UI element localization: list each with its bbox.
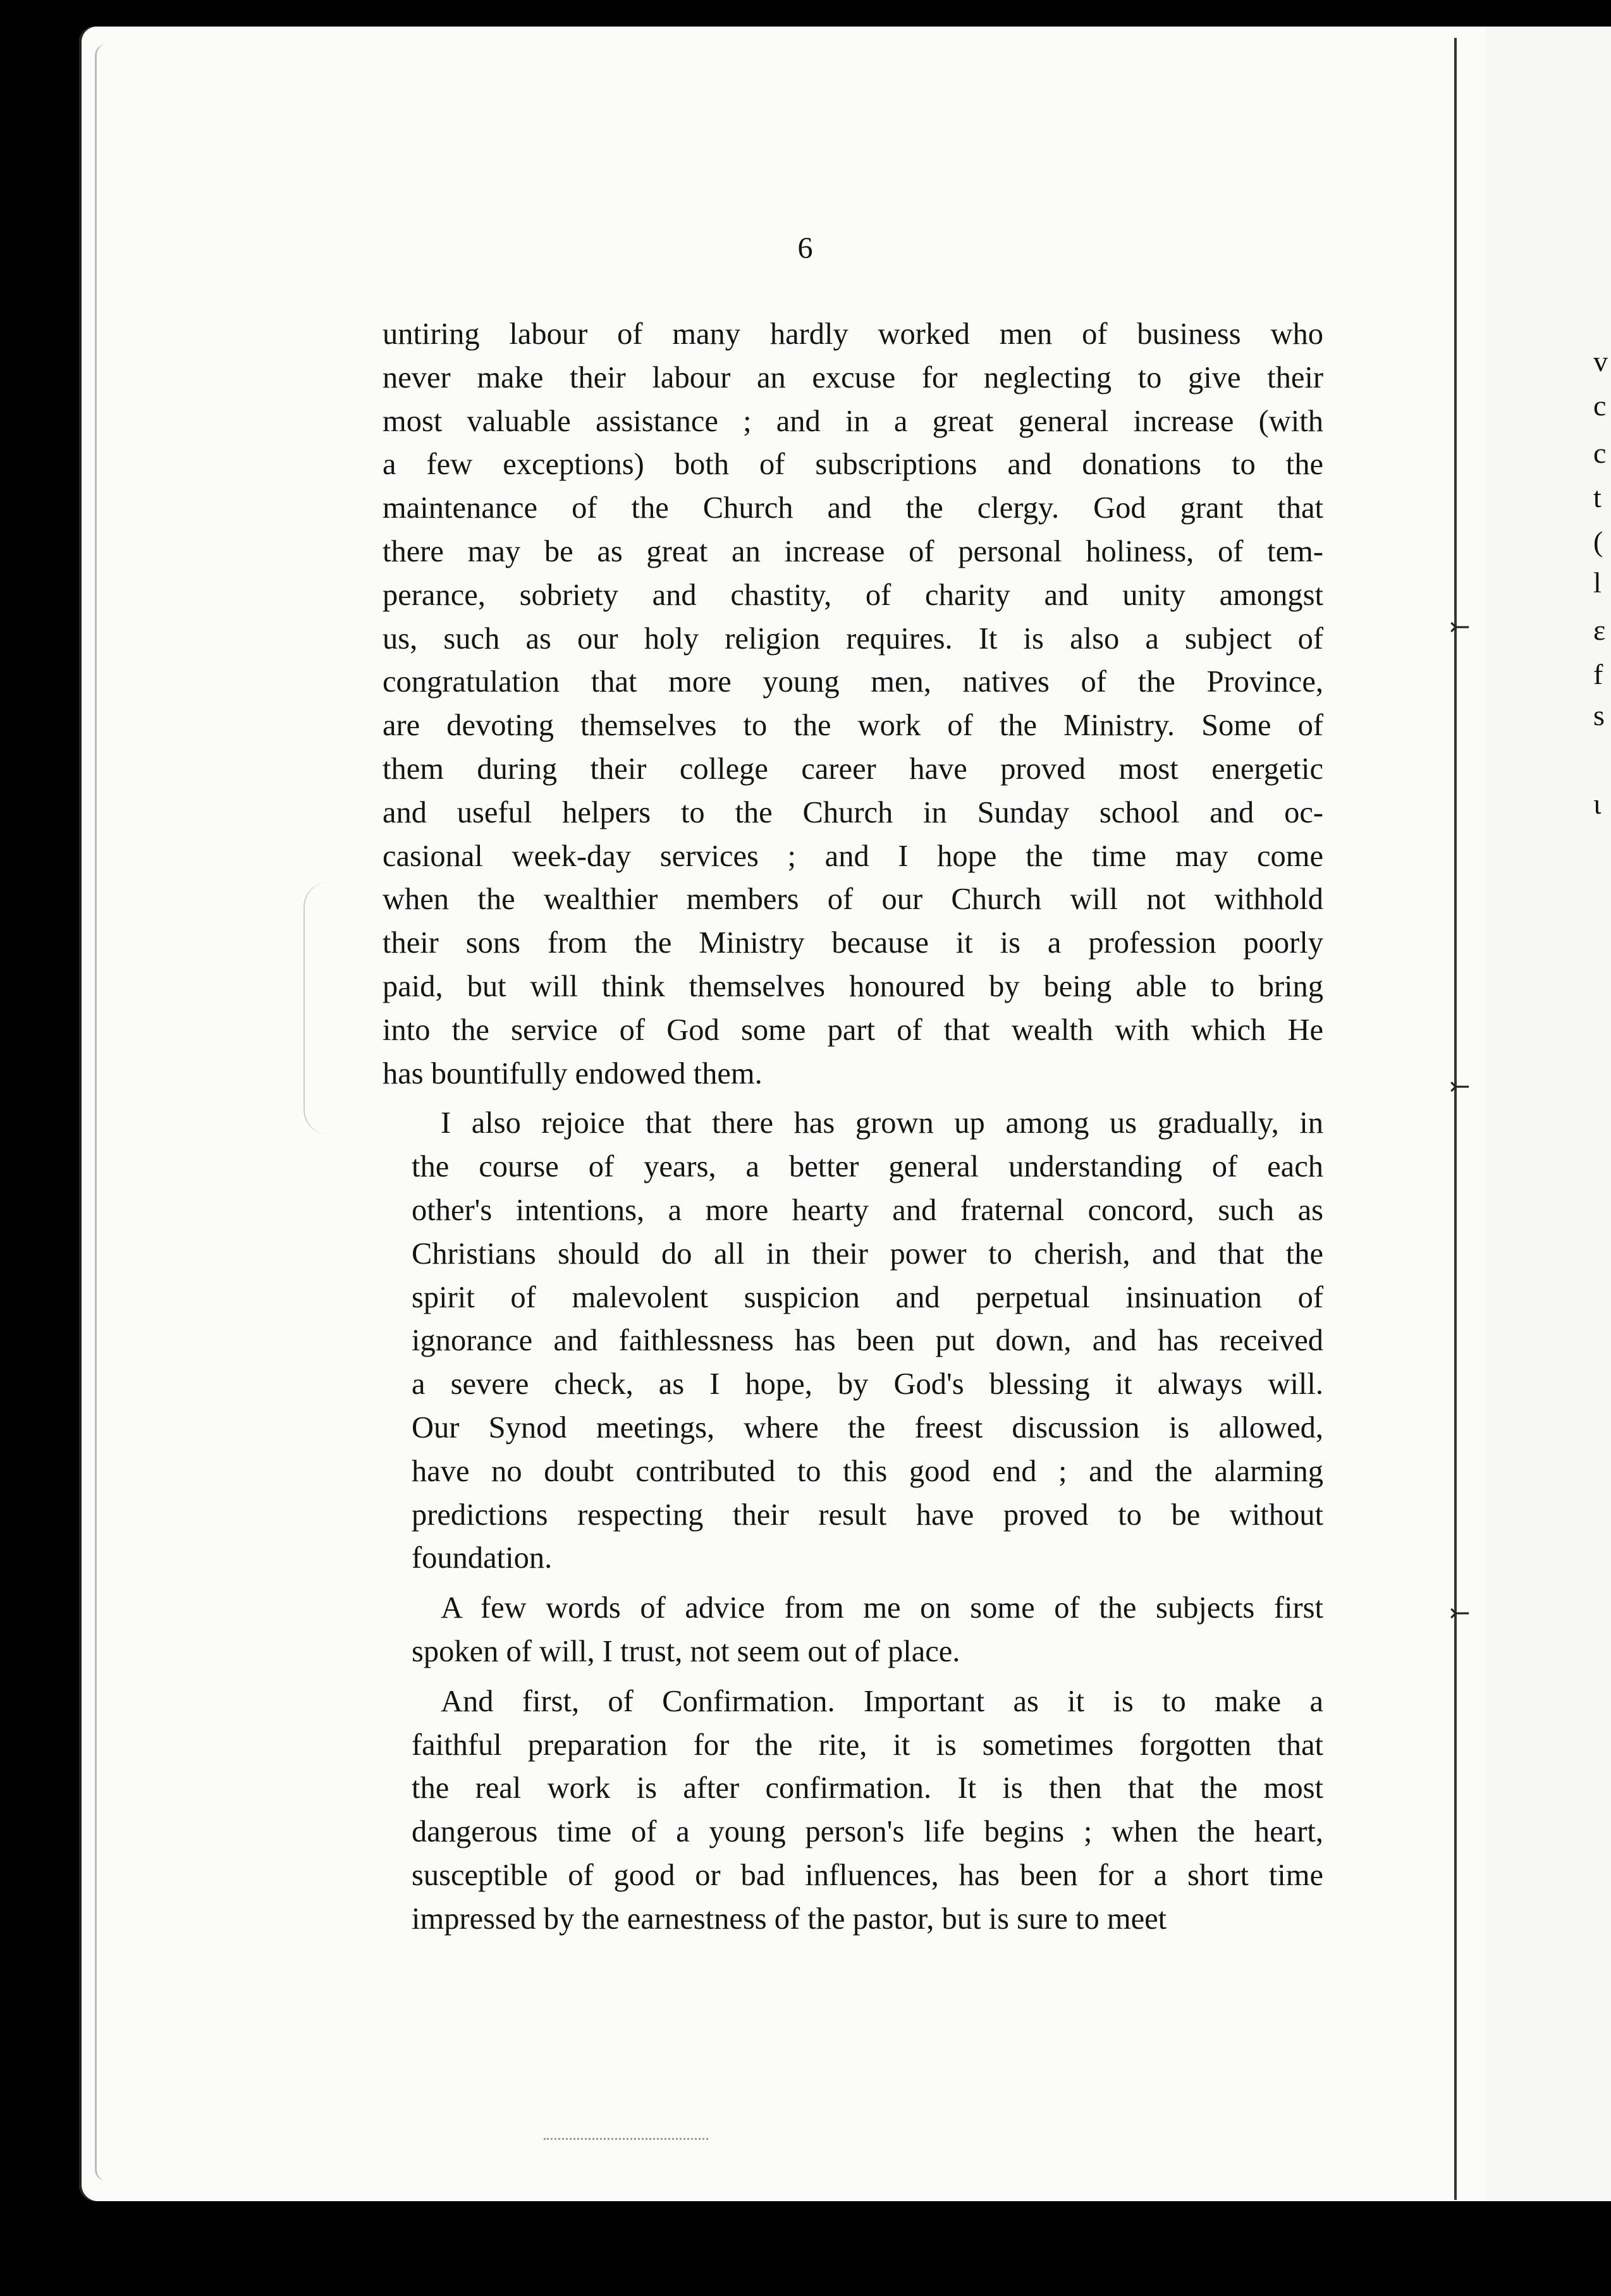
text-line: into the service of God some part of that wealth with which He [383, 1013, 1323, 1047]
text-line: the real work is after confirmation. It is then that the most [412, 1771, 1323, 1805]
binding-stitch: ⤚ [1449, 613, 1471, 641]
text-line: when the wealthier members of our Church will not withhold [383, 882, 1323, 917]
text-line: perance, sobriety and chastity, of charity and unity amongst [383, 578, 1323, 612]
text-line: predictions respecting their result have proved to be without [412, 1498, 1323, 1532]
text-line: a few exceptions) both of subscriptions and donations to the [383, 448, 1323, 482]
facing-page-letter: c [1593, 389, 1607, 422]
facing-page-letter: v [1593, 345, 1608, 377]
text-line: spoken of will, I trust, not seem out of place. [412, 1634, 960, 1668]
text-line: have no doubt contributed to this good end ; and the alarming [412, 1454, 1323, 1488]
facing-page-letter: ( [1593, 525, 1603, 558]
text-line: never make their labour an excuse for neglecting to give their [383, 360, 1323, 394]
page-number: 6 [797, 231, 814, 265]
binding-stitch: ⤚ [1449, 1599, 1471, 1627]
text-line: maintenance of the Church and the clergy. God grant that [383, 491, 1323, 525]
text-line: I also rejoice that there has grown up among us gradually, in [441, 1106, 1323, 1140]
facing-page-letter: c [1593, 437, 1607, 469]
text-line: paid, but will think themselves honoured by being able to bring [383, 969, 1323, 1003]
text-line: has bountifully endowed them. [383, 1056, 763, 1090]
text-line: us, such as our holy religion requires. It is also a subject of [383, 621, 1323, 656]
facing-page-edge [1473, 27, 1611, 2201]
text-line: ignorance and faithlessness has been put down, and has received [412, 1324, 1323, 1358]
text-line: A few words of advice from me on some of the subjects first [441, 1591, 1323, 1625]
paragraph [383, 1587, 1323, 1674]
text-line: are devoting themselves to the work of the Ministry. Some of [383, 709, 1323, 743]
text-line: there may be as great an increase of personal holiness, of tem- [383, 534, 1323, 568]
facing-page-letter: l [1593, 566, 1602, 599]
text-line: the course of years, a better general understanding of each [412, 1150, 1323, 1184]
paragraph [383, 1102, 1323, 1580]
facing-page-letter: s [1593, 699, 1605, 731]
text-line: most valuable assistance ; and in a great general increase (with [383, 404, 1323, 438]
page-stain [544, 2132, 708, 2140]
text-line: casional week-day services ; and I hope the time may come [383, 839, 1323, 873]
page-edge-shadow [95, 44, 109, 2181]
paragraph [383, 313, 1323, 1096]
text-line: dangerous time of a young person's life begins ; when the heart, [412, 1815, 1323, 1849]
text-line: them during their college career have proved most energetic [383, 752, 1323, 786]
text-line: foundation. [412, 1541, 553, 1575]
text-line: And first, of Confirmation. Important as it is to make a [441, 1684, 1323, 1718]
facing-page-letter: f [1593, 658, 1603, 690]
paragraph [383, 1680, 1323, 1941]
text-line: faithful preparation for the rite, it is sometimes forgotten that [412, 1728, 1323, 1762]
binding-stitch: ⤚ [1449, 1072, 1471, 1101]
text-line: Our Synod meetings, where the freest discussion is allowed, [412, 1410, 1323, 1444]
text-line: untiring labour of many hardly worked men of business who [383, 317, 1323, 351]
text-line: spirit of malevolent suspicion and perpetual insinuation of [412, 1280, 1323, 1314]
page-crease [303, 882, 355, 1135]
binding-fold [1454, 38, 1457, 2200]
text-line: susceptible of good or bad influences, has been for a short time [412, 1858, 1323, 1892]
facing-page-letter: ι [1593, 788, 1602, 820]
body-text [383, 313, 1323, 1947]
text-line: a severe check, as I hope, by God's blessing it always will. [412, 1367, 1323, 1401]
facing-page-letter: t [1593, 481, 1602, 513]
text-line: their sons from the Ministry because it is a profession poorly [383, 926, 1323, 960]
text-line: other's intentions, a more hearty and fraternal concord, such as [412, 1193, 1323, 1227]
facing-page-letter: ε [1593, 614, 1606, 646]
text-line: congratulation that more young men, natives of the Province, [383, 665, 1323, 699]
text-line: and useful helpers to the Church in Sunday school and oc- [383, 795, 1323, 829]
text-line: Christians should do all in their power to cherish, and that the [412, 1237, 1323, 1271]
text-line: impressed by the earnestness of the pastor, but is sure to meet [412, 1902, 1167, 1936]
